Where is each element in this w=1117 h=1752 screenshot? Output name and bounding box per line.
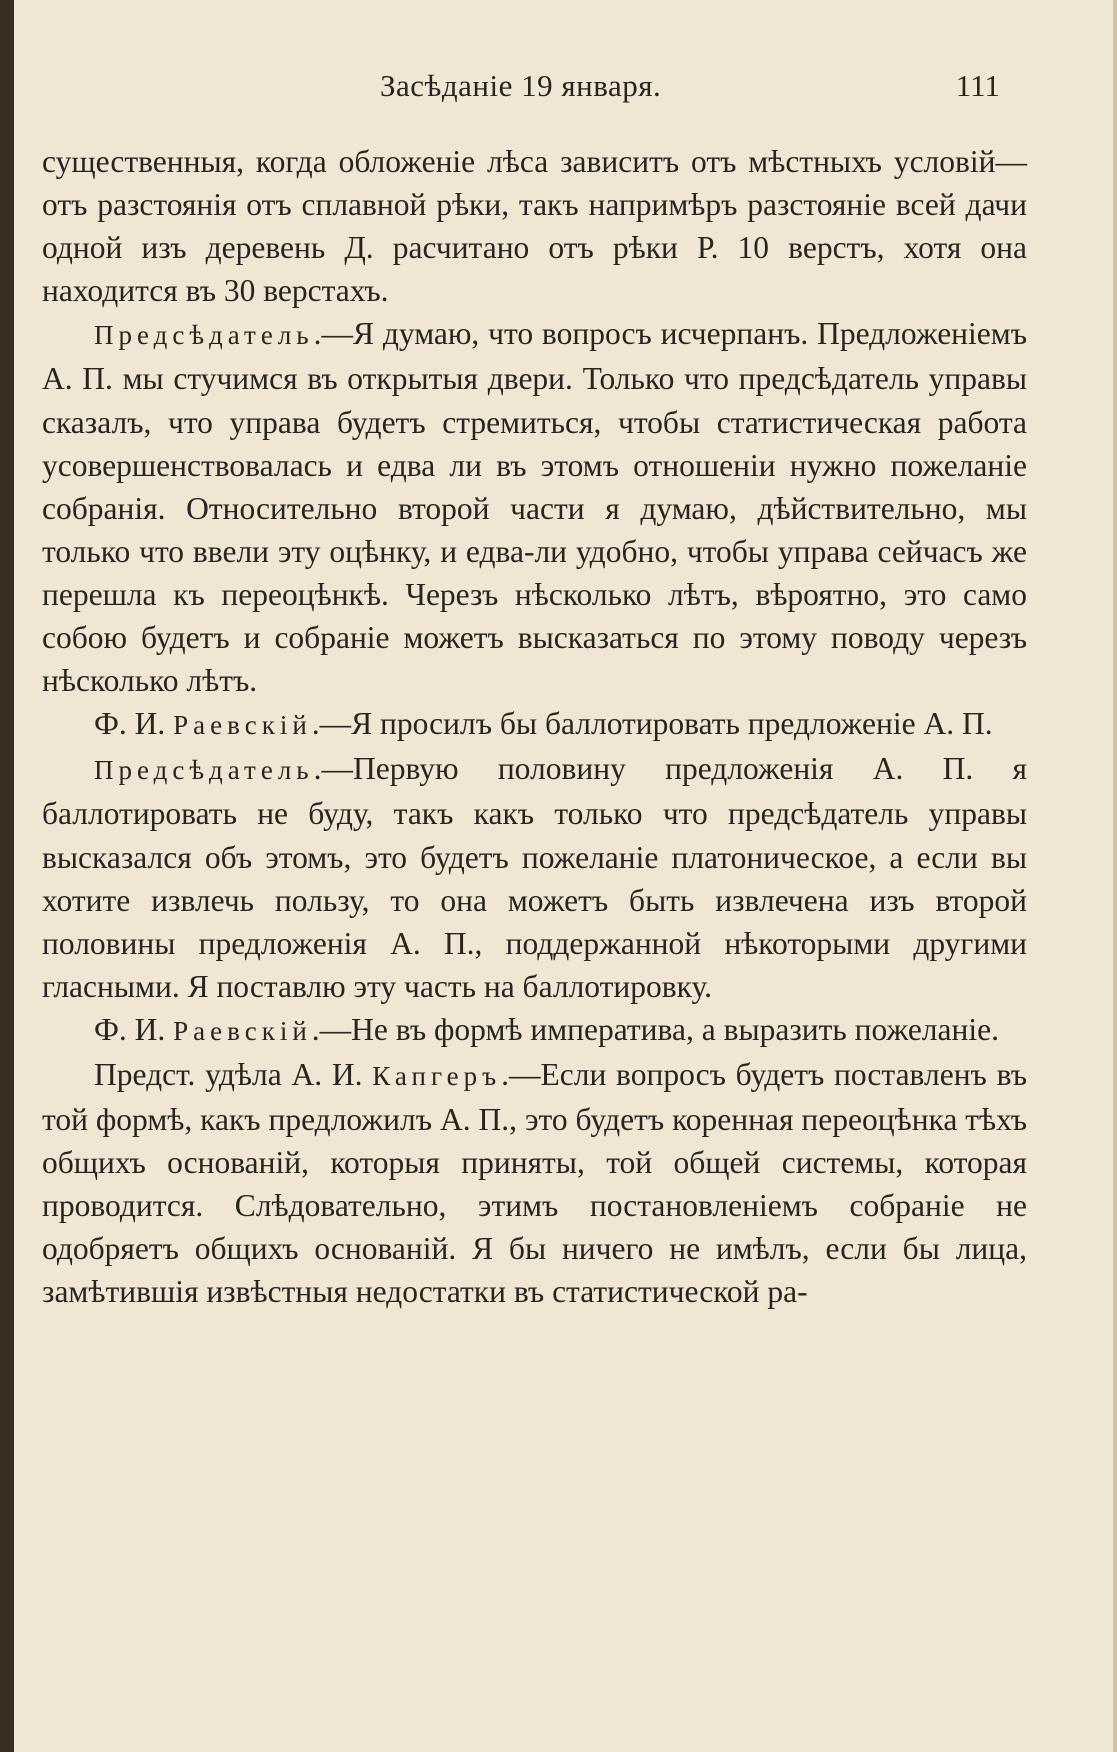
paragraph-text: .—Я просилъ бы баллотировать предложеніе А. П. [311, 706, 993, 742]
paragraph [42, 747, 1027, 1008]
paragraph [42, 312, 1027, 702]
paragraph-text: .—Первую половину предложенія А. П. я баллотировать не буду, такъ какъ только что предсѣдатель управы высказался объ этомъ, это будетъ пожеланіе платоническое, а если вы хотите извлечь пользу, то она можетъ быть извлечена изъ второй половины предложенія А. П., поддержанной нѣкоторыми другими гласными. Я поставлю эту часть на баллотировку. [42, 751, 1027, 1004]
paragraph [42, 1008, 1027, 1053]
speaker-name: Капгеръ [372, 1060, 502, 1091]
paragraph [42, 140, 1027, 312]
speaker-prefix: Ф. И. [94, 1011, 174, 1047]
paragraph [42, 702, 1027, 747]
body-text [42, 140, 1027, 1314]
speaker-prefix: Предст. удѣла А. И. [94, 1056, 373, 1092]
paragraph-text: .—Не въ формѣ императива, а выразить пожеланіе. [311, 1011, 999, 1047]
paragraph [42, 1053, 1027, 1314]
paragraph-text: .—Если вопросъ будетъ поставленъ въ той формѣ, какъ предложилъ А. П., это будетъ коренная переоцѣнка тѣхъ общихъ основаній, которыя приняты, той общей системы, которая проводится. Слѣдовательно, этимъ постановленіемъ собраніе не одобряетъ общихъ основаній. Я бы ничего не имѣлъ, если бы лица, замѣтившія извѣстныя недостатки въ статистической ра- [42, 1056, 1027, 1310]
speaker-prefix: Ф. И. [94, 706, 174, 742]
speaker-name: Раевскій [173, 1015, 312, 1046]
paragraph-text: .—Я думаю, что вопросъ исчерпанъ. Предложеніемъ А. П. мы стучимся въ открытыя двери. Только что предсѣдатель управы сказалъ, что управа будетъ стремиться, чтобы статистическая работа усовершенствовалась и едва ли въ этомъ отношеніи нужно пожеланіе собранія. Относительно второй части я думаю, дѣйствительно, мы только что ввели эту оцѣнку, и едва-ли удобно, чтобы управа сейчасъ же перешла къ переоцѣнкѣ. Черезъ нѣсколько лѣтъ, вѣроятно, это само собою будетъ и собраніе можетъ высказаться по этому поводу черезъ нѣсколько лѣтъ. [42, 316, 1027, 699]
running-head-title: Засѣданіе 19 января. [380, 68, 662, 103]
page-number: 111 [955, 68, 1000, 103]
running-head [380, 68, 1000, 108]
paragraph-text: существенныя, когда обложеніе лѣса зависитъ отъ мѣстныхъ условій—отъ разстоянія отъ сплавной рѣки, такъ напримѣръ разстояніе всей дачи одной изъ деревень Д. расчитано отъ рѣки Р. 10 верстъ, хотя она находится въ 30 верстахъ. [42, 144, 1027, 309]
speaker-name: Раевскій [173, 710, 312, 741]
speaker-name: Предсѣдатель [94, 320, 314, 351]
speaker-name: Предсѣдатель [94, 755, 314, 786]
